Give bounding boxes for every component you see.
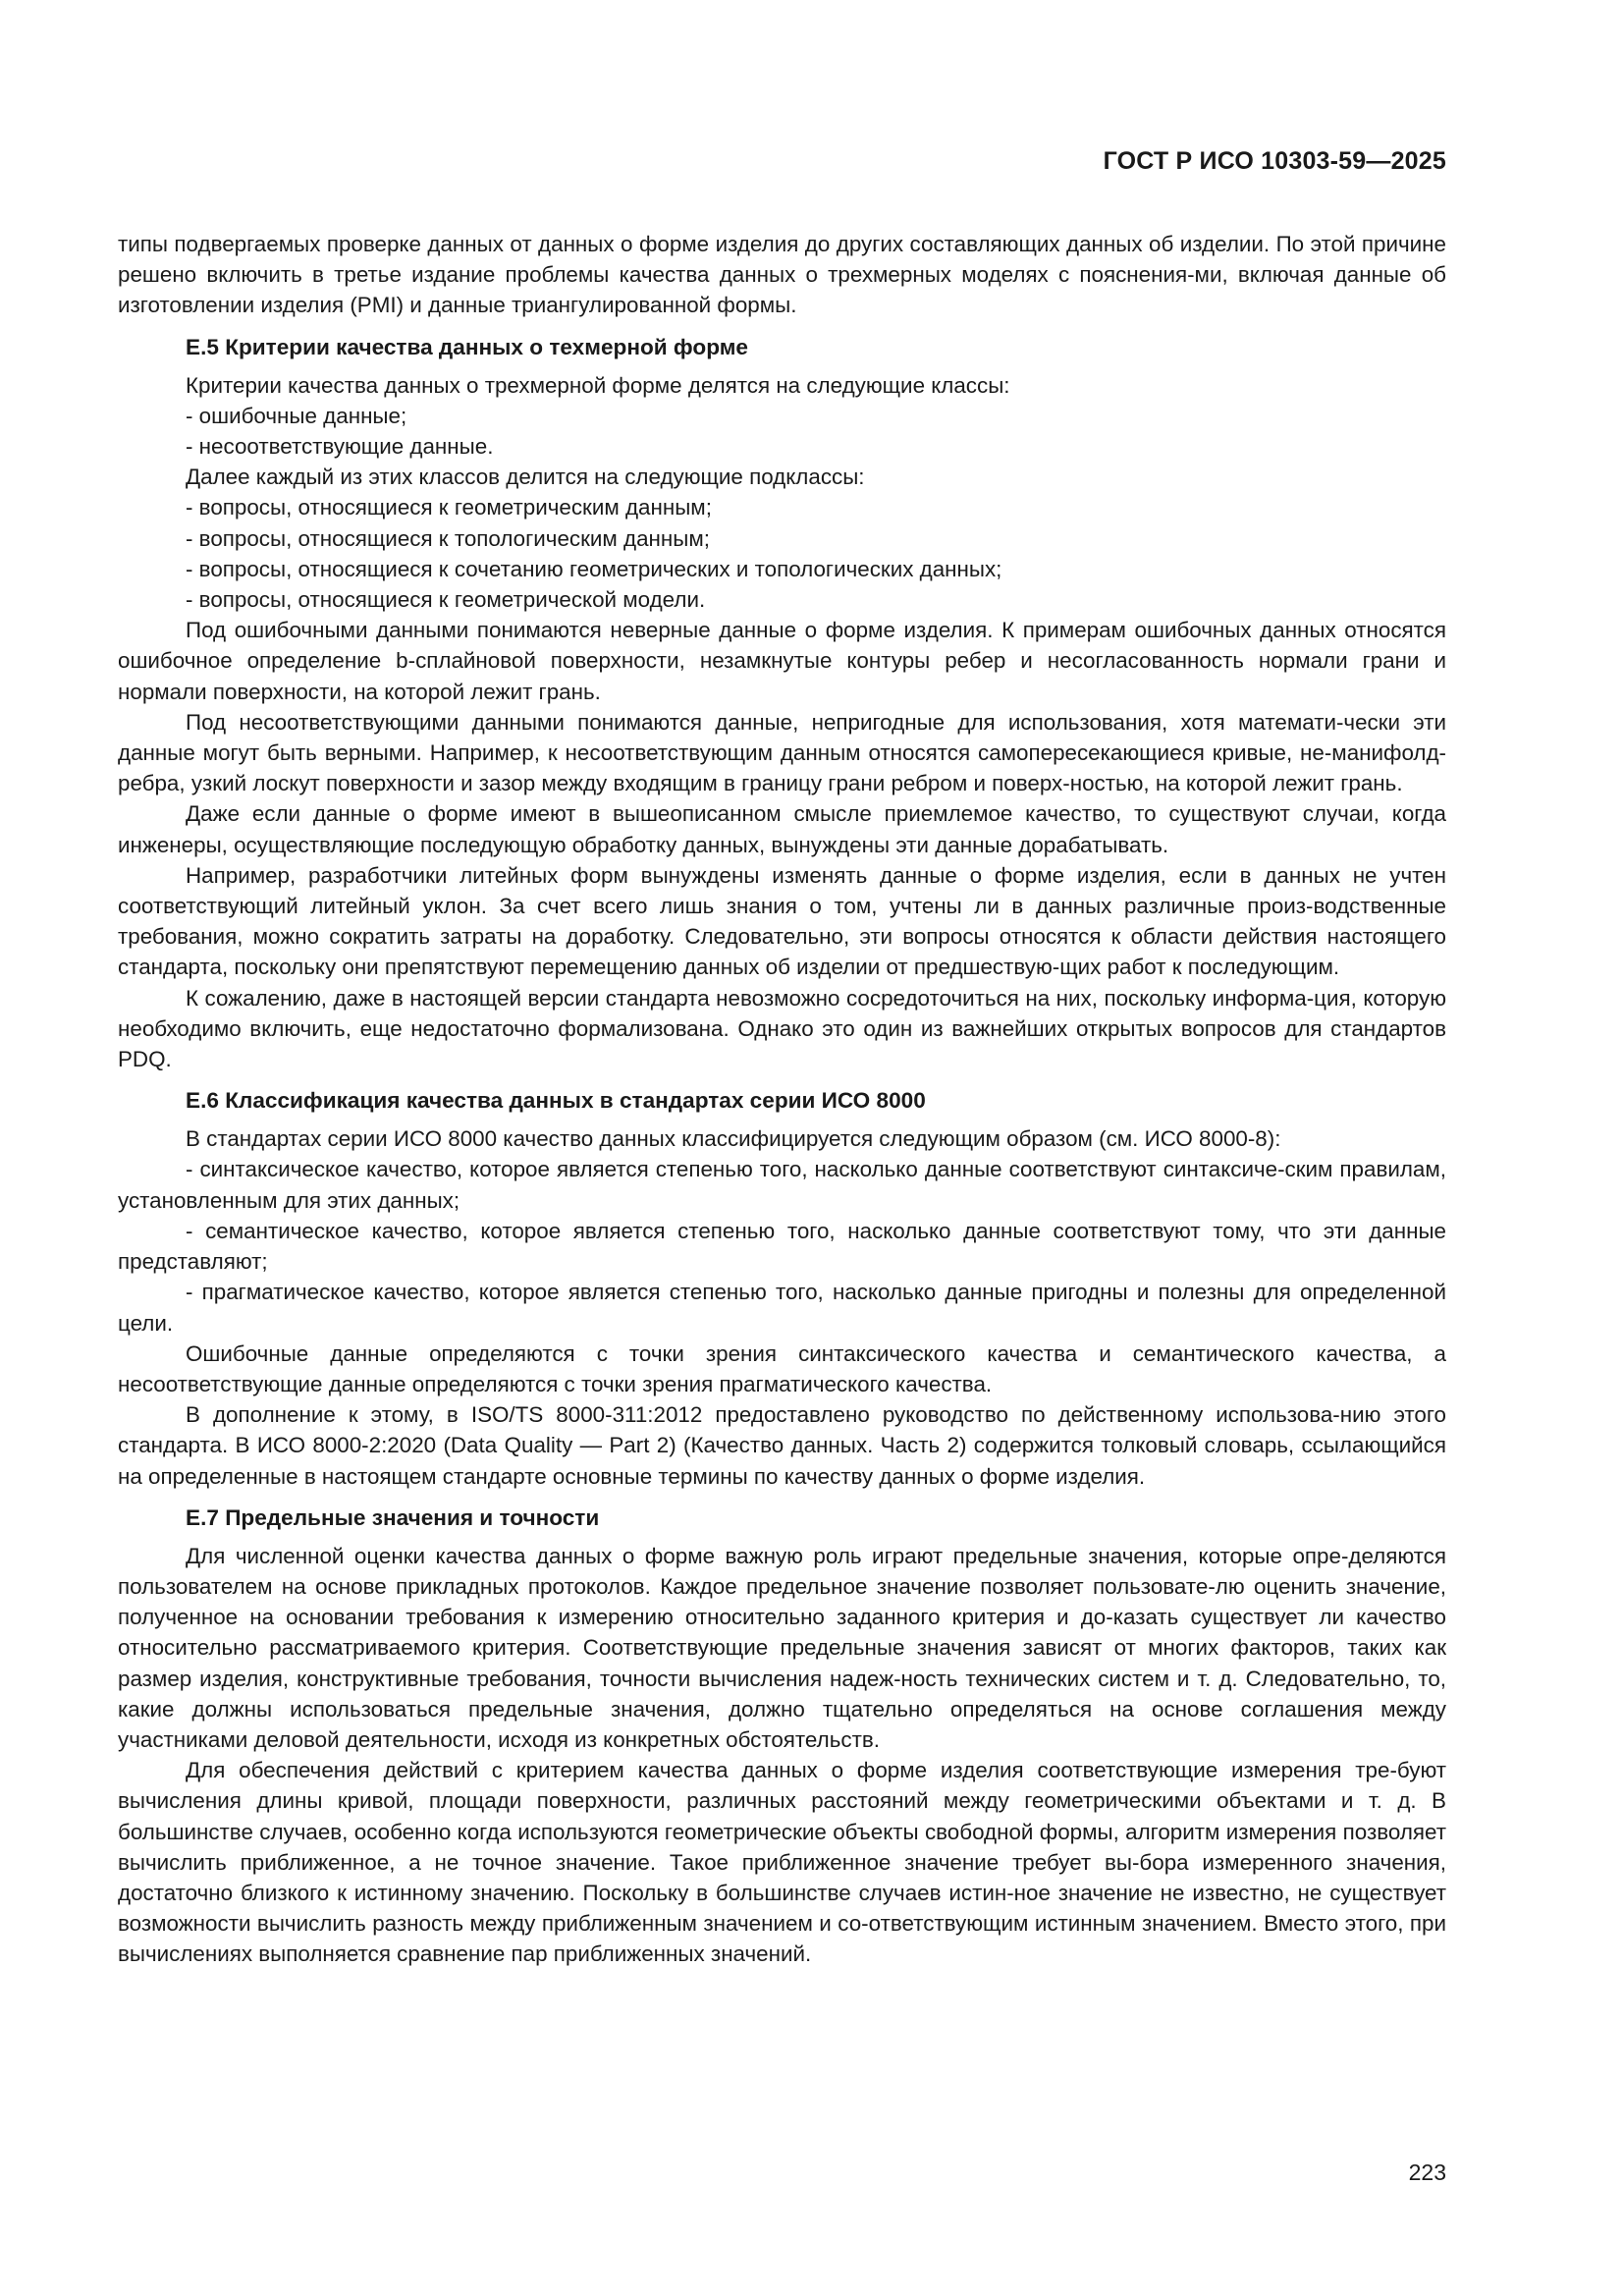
section-e7-title: Е.7 Предельные значения и точности [186, 1504, 600, 1530]
e5-class-item: - ошибочные данные; [186, 403, 407, 428]
e7-paragraph: Для численной оценки качества данных о форме важную роль играют предельные значения, которые опре-деляются пользователем на основе прикладных протоколов. Каждое предельное значение позволяет пользовате-лю оценить значение, полученное на основании требования к измерению относительно заданного критерия и до-казать существует ли качество относительно рассматриваемого критерия. Соответствующие предельные значения зависят от многих факторов, таких как размер изделия, конструктивные требования, точности вычисления надеж-ность технических систем и т. д. Следовательно, то, какие должны использоваться предельные значения, должно тщательно определяться на основе соглашения между участниками деловой деятельности, исходя из конкретных обстоятельств. [118, 1543, 1446, 1752]
e6-intro: В стандартах серии ИСО 8000 качество данных классифицируется следующим образом (см. ИСО 8000-8): [186, 1126, 1281, 1152]
e5-classes-intro: Критерии качества данных о трехмерной форме делятся на следующие классы: [186, 372, 1010, 398]
section-e6 [118, 1085, 1446, 1491]
e5-paragraph: Даже если данные о форме имеют в вышеописанном смысле приемлемое качество, то существуют случаи, когда инженеры, осуществляющие последующую обработку данных, вынуждены эти данные дорабатывать. [118, 801, 1446, 857]
section-e5-title: Е.5 Критерии качества данных о техмерной форме [186, 334, 748, 359]
e5-paragraph: Под несоответствующими данными понимаются данные, непригодные для использования, хотя математи-чески эти данные могут быть верными. Например, к несоответствующим данным относятся самопересекающиеся кривые, не-манифолд-ребра, узкий лоскут поверхности и зазор между входящим в границу грани ребром и поверх-ностью, на которой лежит грань. [118, 709, 1446, 796]
e6-list-item: - прагматическое качество, которое является степенью того, насколько данные пригодны и полезны для определенной цели. [118, 1280, 1446, 1336]
document-body [118, 229, 1446, 1970]
e5-subclass-item: - вопросы, относящиеся к геометрической модели. [186, 587, 706, 613]
e6-list-item: - семантическое качество, которое является степенью того, насколько данные соответствуют тому, что эти данные представляют; [118, 1218, 1446, 1275]
e5-subclasses-intro: Далее каждый из этих классов делится на следующие подклассы: [186, 465, 865, 490]
intro-paragraph: типы подвергаемых проверке данных от данных о форме изделия до других составляющих данных об изделии. По этой причине решено включить в третье издание проблемы качества данных о трехмерных моделях с пояснения-ми, включая данные об изготовлении изделия (PMI) и данные триангулированной формы. [118, 232, 1446, 318]
e5-subclass-item: - вопросы, относящиеся к топологическим данным; [186, 525, 710, 551]
section-e6-title: Е.6 Классификация качества данных в стандартах серии ИСО 8000 [186, 1088, 926, 1114]
section-e7 [118, 1503, 1446, 1970]
document-header: ГОСТ Р ИСО 10303-59—2025 [1103, 147, 1446, 175]
e6-list-item: - синтаксическое качество, которое является степенью того, насколько данные соответствуют синтаксиче-ским правилам, установленным для этих данных; [118, 1157, 1446, 1213]
e7-paragraph: Для обеспечения действий с критерием качества данных о форме изделия соответствующие измерения тре-буют вычисления длины кривой, площади поверхности, различных расстояний между геометрическими объектами и т. д. В большинстве случаев, особенно когда используются геометрические объекты свободной формы, алгоритм измерения позволяет вычислить приближенное, а не точное значение. Такое приближенное значение требует вы-бора измеренного значения, достаточно близкого к истинному значению. Поскольку в большинстве случаев истин-ное значение не известно, не существует возможности вычислить разность между приближенным значением и со-ответствующим истинным значением. Вместо этого, при вычислениях выполняется сравнение пар приближенных значений. [118, 1758, 1446, 1967]
e6-paragraph: В дополнение к этому, в ISO/TS 8000-311:2012 предоставлено руководство по действенному использова-нию этого стандарта. В ИСО 8000-2:2020 (Data Quality — Part 2) (Качество данных. Часть 2) содержится толковый словарь, ссылающийся на определенные в настоящем стандарте основные термины по качеству данных о форме изделия. [118, 1402, 1446, 1489]
e5-paragraph: Например, разработчики литейных форм вынуждены изменять данные о форме изделия, если в данных не учтен соответствующий литейный уклон. За счет всего лишь знания о том, учтены ли в данных различные произ-водственные требования, можно сократить затраты на доработку. Следовательно, эти вопросы относятся к области действия настоящего стандарта, поскольку они препятствуют перемещению данных об изделии от предшествую-щих работ к последующим. [118, 862, 1446, 980]
e5-subclass-item: - вопросы, относящиеся к сочетанию геометрических и топологических данных; [186, 556, 1002, 581]
e5-class-item: - несоответствующие данные. [186, 434, 494, 460]
e6-paragraph: Ошибочные данные определяются с точки зрения синтаксического качества и семантического качества, а несоответствующие данные определяются с точки зрения прагматического качества. [118, 1340, 1446, 1396]
e5-subclass-item: - вопросы, относящиеся к геометрическим данным; [186, 495, 712, 520]
e5-paragraph: Под ошибочными данными понимаются неверные данные о форме изделия. К примерам ошибочных данных относятся ошибочное определение b-сплайновой поверхности, незамкнутые контуры ребер и несогласованность нормали грани и нормали поверхности, на которой лежит грань. [118, 618, 1446, 704]
page-number: 223 [1408, 2159, 1446, 2185]
section-e5 [118, 332, 1446, 1075]
e5-paragraph: К сожалению, даже в настоящей версии стандарта невозможно сосредоточиться на них, поскольку информа-ция, которую необходимо включить, еще недостаточно формализована. Однако это один из важнейших открытых вопросов для стандартов PDQ. [118, 985, 1446, 1072]
